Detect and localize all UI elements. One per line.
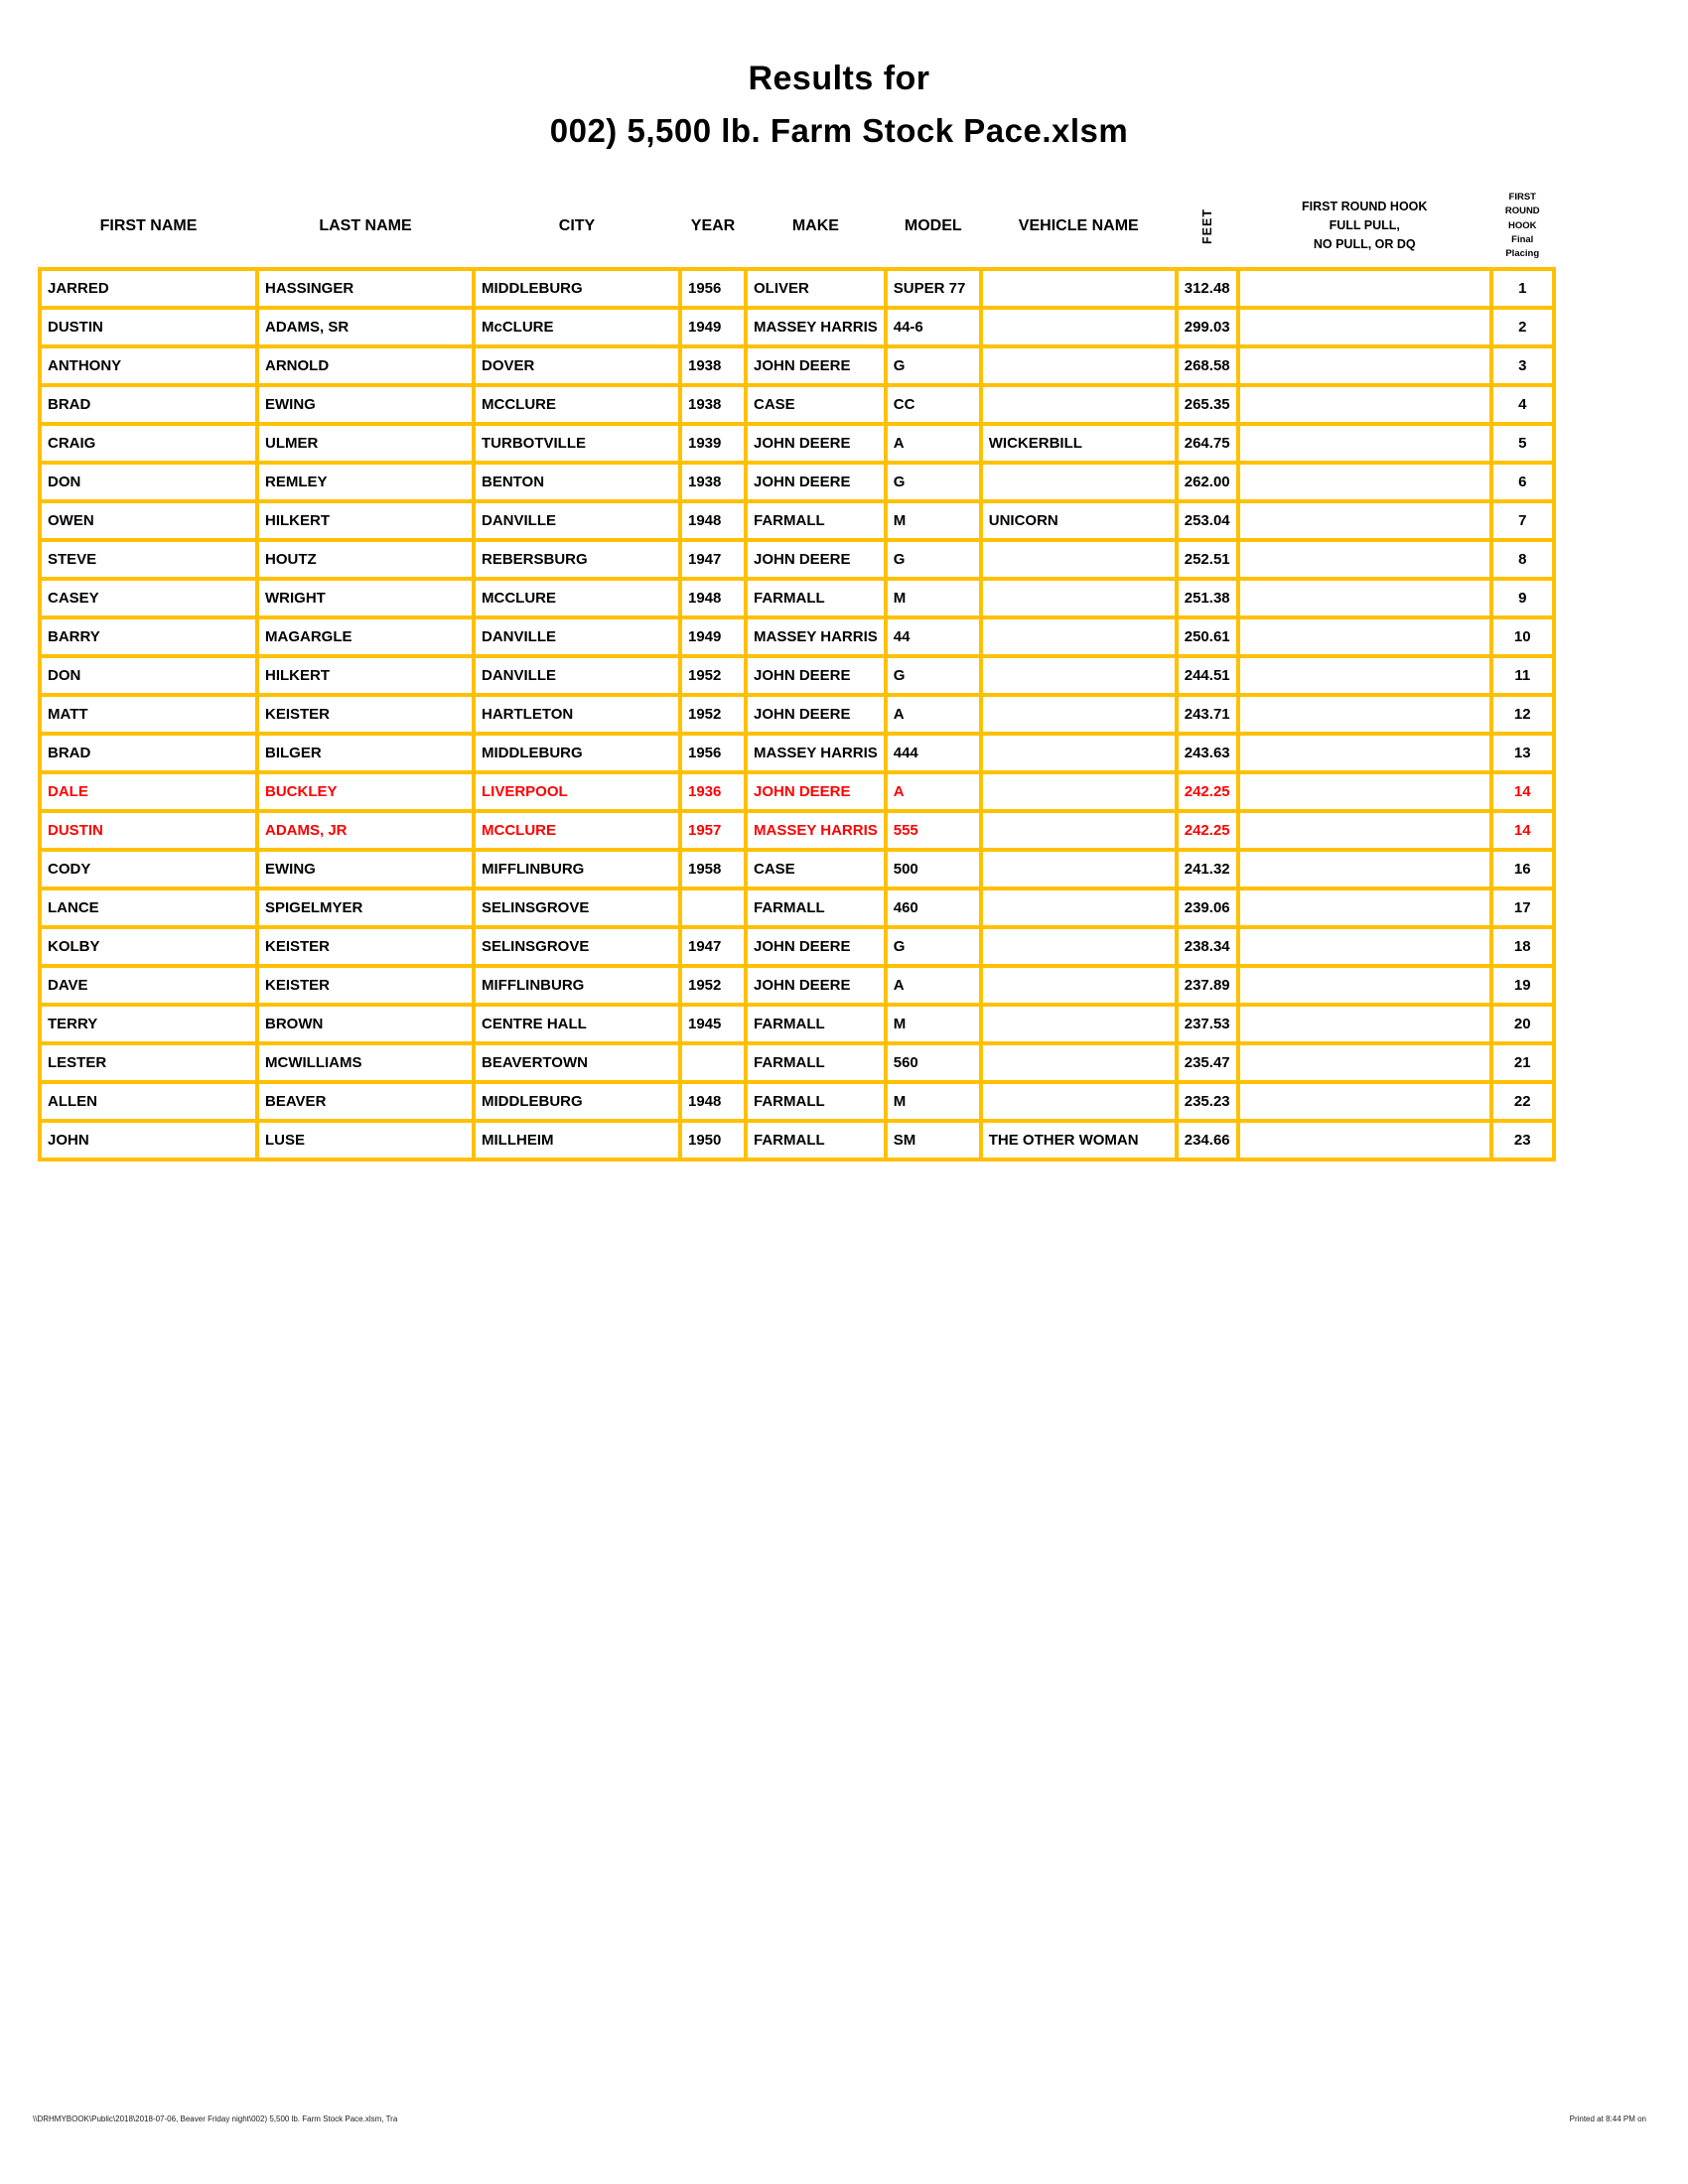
cell-first-name: DUSTIN [40,811,257,850]
cell-city: LIVERPOOL [474,772,680,811]
cell-city: MIDDLEBURG [474,734,680,772]
cell-first-name: OWEN [40,501,257,540]
cell-placing: 22 [1491,1082,1554,1121]
cell-first-name: MATT [40,695,257,734]
cell-vehicle-name [981,1005,1177,1043]
cell-placing: 2 [1491,308,1554,346]
cell-first-name: DAVE [40,966,257,1005]
table-row [40,540,1554,579]
cell-make: FARMALL [746,1082,886,1121]
cell-make: JOHN DEERE [746,656,886,695]
cell-feet: 264.75 [1177,424,1238,463]
cell-model: 555 [886,811,981,850]
cell-first-name: DUSTIN [40,308,257,346]
cell-city: CENTRE HALL [474,1005,680,1043]
cell-make: FARMALL [746,1005,886,1043]
cell-feet: 244.51 [1177,656,1238,695]
cell-placing: 19 [1491,966,1554,1005]
table-row [40,385,1554,424]
cell-placing: 10 [1491,617,1554,656]
cell-first-name: LANCE [40,888,257,927]
cell-model: SM [886,1121,981,1160]
cell-year: 1958 [680,850,746,888]
cell-hook [1238,772,1491,811]
cell-city: TURBOTVILLE [474,424,680,463]
cell-first-name: KOLBY [40,927,257,966]
cell-first-name: JOHN [40,1121,257,1160]
cell-last-name: BILGER [257,734,474,772]
footer-printed-timestamp: Printed at 8:44 PM on [1569,2115,1646,2123]
cell-last-name: EWING [257,385,474,424]
cell-vehicle-name [981,463,1177,501]
column-header-feet: FEET [1199,207,1214,244]
cell-make: JOHN DEERE [746,772,886,811]
table-row [40,1082,1554,1121]
table-row [40,579,1554,617]
cell-year: 1939 [680,424,746,463]
cell-city: McCLURE [474,308,680,346]
table-row [40,734,1554,772]
cell-year: 1956 [680,734,746,772]
cell-city: MIFFLINBURG [474,966,680,1005]
cell-hook [1238,463,1491,501]
cell-last-name: HILKERT [257,656,474,695]
cell-placing: 8 [1491,540,1554,579]
cell-city: SELINSGROVE [474,888,680,927]
cell-model: 500 [886,850,981,888]
cell-year: 1956 [680,269,746,308]
column-header-city: CITY [558,216,596,234]
cell-year: 1949 [680,308,746,346]
cell-make: CASE [746,385,886,424]
table-row [40,269,1554,308]
cell-year: 1952 [680,656,746,695]
cell-city: HARTLETON [474,695,680,734]
cell-make: JOHN DEERE [746,540,886,579]
cell-feet: 243.71 [1177,695,1238,734]
table-row [40,656,1554,695]
cell-feet: 265.35 [1177,385,1238,424]
cell-make: JOHN DEERE [746,695,886,734]
cell-vehicle-name [981,927,1177,966]
cell-feet: 237.53 [1177,1005,1238,1043]
cell-city: DANVILLE [474,501,680,540]
cell-year [680,1043,746,1082]
cell-model: M [886,501,981,540]
cell-year: 1957 [680,811,746,850]
cell-hook [1238,734,1491,772]
cell-year: 1952 [680,695,746,734]
cell-hook [1238,656,1491,695]
table-row [40,1121,1554,1160]
cell-year: 1948 [680,1082,746,1121]
cell-feet: 242.25 [1177,811,1238,850]
table-row [40,811,1554,850]
cell-make: MASSEY HARRIS [746,617,886,656]
cell-first-name: ANTHONY [40,346,257,385]
cell-first-name: ALLEN [40,1082,257,1121]
cell-feet: 241.32 [1177,850,1238,888]
cell-last-name: ADAMS, JR [257,811,474,850]
column-header-first-round-hook: FIRST ROUND HOOK FULL PULL, NO PULL, OR DQ [1302,199,1428,252]
cell-model: M [886,1005,981,1043]
cell-vehicle-name [981,540,1177,579]
column-header-make: MAKE [791,216,839,234]
cell-model: G [886,346,981,385]
header-row [40,191,1554,269]
cell-placing: 12 [1491,695,1554,734]
table-row [40,308,1554,346]
cell-year: 1952 [680,966,746,1005]
cell-last-name: LUSE [257,1121,474,1160]
cell-city: MIDDLEBURG [474,269,680,308]
cell-make: FARMALL [746,1121,886,1160]
cell-vehicle-name: WICKERBILL [981,424,1177,463]
cell-feet: 262.00 [1177,463,1238,501]
column-header-vehicle-name: VEHICLE NAME [1018,216,1139,234]
cell-hook [1238,850,1491,888]
table-row [40,617,1554,656]
table-row [40,850,1554,888]
cell-year: 1947 [680,540,746,579]
cell-city: DANVILLE [474,656,680,695]
cell-vehicle-name [981,308,1177,346]
cell-vehicle-name [981,617,1177,656]
cell-year: 1938 [680,346,746,385]
cell-year: 1938 [680,385,746,424]
cell-model: A [886,772,981,811]
cell-feet: 299.03 [1177,308,1238,346]
cell-model: 560 [886,1043,981,1082]
cell-city: DOVER [474,346,680,385]
cell-city: DANVILLE [474,617,680,656]
cell-make: FARMALL [746,888,886,927]
cell-feet: 237.89 [1177,966,1238,1005]
cell-first-name: STEVE [40,540,257,579]
cell-first-name: TERRY [40,1005,257,1043]
cell-first-name: BRAD [40,385,257,424]
cell-city: REBERSBURG [474,540,680,579]
column-header-first-name: FIRST NAME [99,216,198,234]
cell-vehicle-name [981,269,1177,308]
cell-hook [1238,966,1491,1005]
cell-first-name: DON [40,463,257,501]
cell-last-name: HILKERT [257,501,474,540]
cell-year: 1948 [680,501,746,540]
cell-placing: 9 [1491,579,1554,617]
cell-feet: 253.04 [1177,501,1238,540]
cell-hook [1238,385,1491,424]
table-row [40,888,1554,927]
cell-placing: 14 [1491,772,1554,811]
cell-last-name: BROWN [257,1005,474,1043]
cell-make: FARMALL [746,501,886,540]
cell-model: 44-6 [886,308,981,346]
cell-model: 444 [886,734,981,772]
table-row [40,1005,1554,1043]
cell-placing: 18 [1491,927,1554,966]
cell-first-name: LESTER [40,1043,257,1082]
cell-make: JOHN DEERE [746,346,886,385]
title-block [0,60,1678,150]
cell-year: 1950 [680,1121,746,1160]
cell-placing: 14 [1491,811,1554,850]
column-header-last-name: LAST NAME [319,216,412,234]
cell-vehicle-name [981,772,1177,811]
column-header-model: MODEL [904,216,962,234]
cell-make: JOHN DEERE [746,927,886,966]
cell-feet: 252.51 [1177,540,1238,579]
column-header-final-placing: FIRST ROUND HOOK Final Placing [1504,192,1540,259]
cell-hook [1238,888,1491,927]
cell-vehicle-name [981,966,1177,1005]
cell-placing: 4 [1491,385,1554,424]
cell-hook [1238,424,1491,463]
cell-hook [1238,1121,1491,1160]
cell-placing: 6 [1491,463,1554,501]
cell-placing: 3 [1491,346,1554,385]
cell-city: MILLHEIM [474,1121,680,1160]
cell-model: A [886,424,981,463]
cell-first-name: CRAIG [40,424,257,463]
cell-vehicle-name [981,385,1177,424]
cell-vehicle-name [981,346,1177,385]
cell-hook [1238,346,1491,385]
cell-last-name: ADAMS, SR [257,308,474,346]
cell-placing: 7 [1491,501,1554,540]
cell-hook [1238,540,1491,579]
cell-feet: 235.23 [1177,1082,1238,1121]
cell-last-name: WRIGHT [257,579,474,617]
results-tbody [40,269,1554,1160]
cell-make: MASSEY HARRIS [746,308,886,346]
cell-last-name: BUCKLEY [257,772,474,811]
cell-make: MASSEY HARRIS [746,811,886,850]
cell-placing: 11 [1491,656,1554,695]
cell-feet: 238.34 [1177,927,1238,966]
cell-make: CASE [746,850,886,888]
cell-vehicle-name: UNICORN [981,501,1177,540]
cell-city: MIFFLINBURG [474,850,680,888]
cell-model: G [886,656,981,695]
cell-model: A [886,966,981,1005]
cell-placing: 17 [1491,888,1554,927]
cell-model: 460 [886,888,981,927]
cell-vehicle-name [981,695,1177,734]
table-row [40,927,1554,966]
table-row [40,966,1554,1005]
cell-city: MCCLURE [474,385,680,424]
cell-last-name: HOUTZ [257,540,474,579]
cell-model: A [886,695,981,734]
cell-last-name: KEISTER [257,966,474,1005]
cell-year: 1947 [680,927,746,966]
cell-placing: 13 [1491,734,1554,772]
cell-vehicle-name [981,734,1177,772]
cell-city: MCCLURE [474,811,680,850]
cell-last-name: ARNOLD [257,346,474,385]
page-title: Results for [748,60,930,97]
cell-city: SELINSGROVE [474,927,680,966]
cell-make: JOHN DEERE [746,966,886,1005]
cell-model: G [886,540,981,579]
cell-placing: 20 [1491,1005,1554,1043]
cell-last-name: SPIGELMYER [257,888,474,927]
cell-model: 44 [886,617,981,656]
cell-first-name: CODY [40,850,257,888]
cell-hook [1238,579,1491,617]
cell-year: 1949 [680,617,746,656]
cell-model: G [886,463,981,501]
cell-make: JOHN DEERE [746,424,886,463]
cell-feet: 239.06 [1177,888,1238,927]
cell-feet: 234.66 [1177,1121,1238,1160]
cell-make: FARMALL [746,579,886,617]
cell-vehicle-name [981,888,1177,927]
cell-vehicle-name [981,1082,1177,1121]
cell-last-name: EWING [257,850,474,888]
cell-placing: 21 [1491,1043,1554,1082]
cell-placing: 23 [1491,1121,1554,1160]
cell-hook [1238,695,1491,734]
cell-feet: 312.48 [1177,269,1238,308]
cell-year: 1936 [680,772,746,811]
cell-placing: 16 [1491,850,1554,888]
cell-placing: 5 [1491,424,1554,463]
cell-city: MCCLURE [474,579,680,617]
cell-last-name: KEISTER [257,695,474,734]
cell-hook [1238,811,1491,850]
cell-feet: 250.61 [1177,617,1238,656]
cell-first-name: DON [40,656,257,695]
cell-feet: 243.63 [1177,734,1238,772]
table-row [40,346,1554,385]
cell-hook [1238,269,1491,308]
cell-year: 1945 [680,1005,746,1043]
cell-vehicle-name [981,811,1177,850]
cell-placing: 1 [1491,269,1554,308]
cell-first-name: BRAD [40,734,257,772]
cell-last-name: MAGARGLE [257,617,474,656]
cell-feet: 242.25 [1177,772,1238,811]
cell-hook [1238,1082,1491,1121]
cell-feet: 268.58 [1177,346,1238,385]
cell-last-name: ULMER [257,424,474,463]
cell-model: CC [886,385,981,424]
cell-year: 1938 [680,463,746,501]
cell-vehicle-name [981,1043,1177,1082]
cell-feet: 235.47 [1177,1043,1238,1082]
cell-hook [1238,617,1491,656]
cell-first-name: CASEY [40,579,257,617]
cell-hook [1238,927,1491,966]
cell-city: BEAVERTOWN [474,1043,680,1082]
footer-file-path: \\DRHMYBOOK\Public\2018\2018-07-06, Beaver Friday night\002) 5,500 lb. Farm Stock Pace.xlsm, Tra [33,2115,398,2123]
cell-first-name: BARRY [40,617,257,656]
cell-model: M [886,1082,981,1121]
column-header-year: YEAR [690,216,736,234]
table-row [40,695,1554,734]
cell-last-name: HASSINGER [257,269,474,308]
table-row [40,501,1554,540]
cell-hook [1238,1043,1491,1082]
cell-last-name: MCWILLIAMS [257,1043,474,1082]
page-subtitle-filename: 002) 5,500 lb. Farm Stock Pace.xlsm [549,112,1129,149]
cell-model: SUPER 77 [886,269,981,308]
cell-vehicle-name [981,579,1177,617]
cell-vehicle-name [981,656,1177,695]
cell-last-name: KEISTER [257,927,474,966]
cell-vehicle-name [981,850,1177,888]
cell-hook [1238,501,1491,540]
table-row [40,1043,1554,1082]
cell-city: MIDDLEBURG [474,1082,680,1121]
cell-make: MASSEY HARRIS [746,734,886,772]
results-table [38,191,1556,1161]
cell-model: M [886,579,981,617]
cell-year: 1948 [680,579,746,617]
table-row [40,424,1554,463]
cell-make: JOHN DEERE [746,463,886,501]
cell-last-name: BEAVER [257,1082,474,1121]
cell-model: G [886,927,981,966]
cell-city: BENTON [474,463,680,501]
cell-hook [1238,308,1491,346]
cell-last-name: REMLEY [257,463,474,501]
table-row [40,463,1554,501]
cell-make: FARMALL [746,1043,886,1082]
cell-first-name: JARRED [40,269,257,308]
cell-hook [1238,1005,1491,1043]
cell-year [680,888,746,927]
cell-feet: 251.38 [1177,579,1238,617]
cell-first-name: DALE [40,772,257,811]
cell-vehicle-name: THE OTHER WOMAN [981,1121,1177,1160]
cell-make: OLIVER [746,269,886,308]
table-row [40,772,1554,811]
